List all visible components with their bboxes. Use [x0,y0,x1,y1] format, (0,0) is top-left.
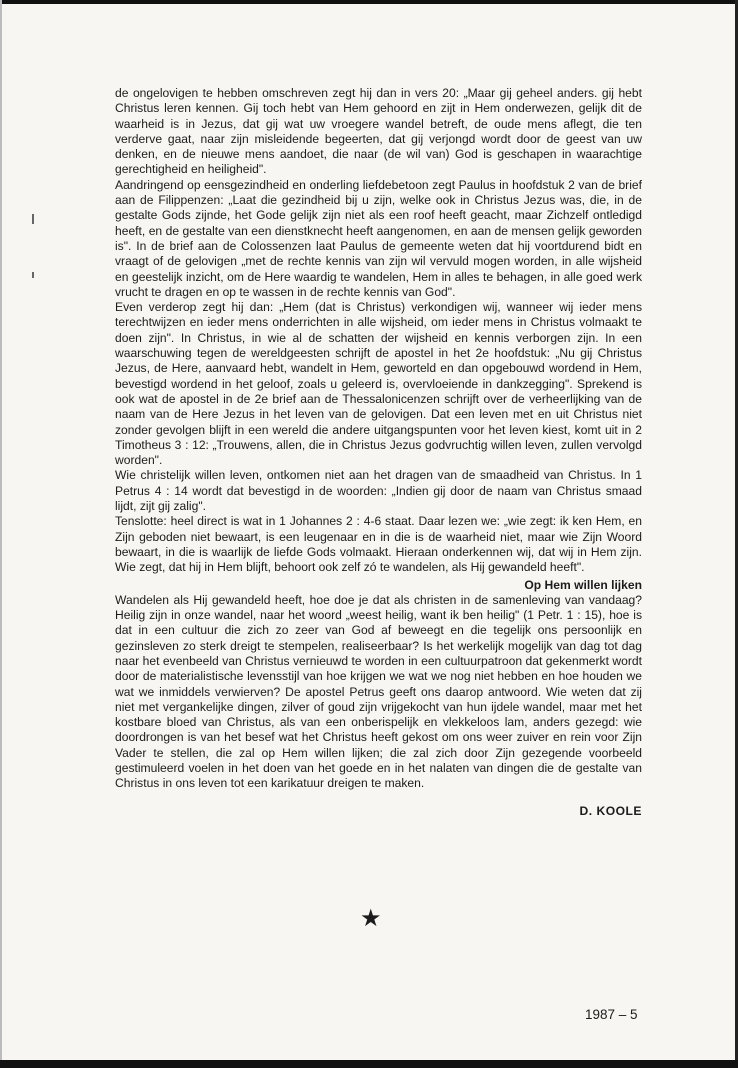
page-number: 1987 – 5 [585,1007,638,1022]
author-signature: D. KOOLE [579,803,642,818]
paragraph: Wandelen als Hij gewandeld heeft, hoe doe je dat als christen in de samenleving van vandaag? Heilig zijn in onze wandel, naar het woord „weest heilig, want ik ben heilig" (1 Petr. 1 : 15), hoe is dat in een cultuur die zich zo zeer van God af beweegt en die tegelijk ons persoonlijk en gezinsleven zo sterk dreigt te stempelen, realiseerbaar? Is het werkelijk mogelijk van dag tot dag naar het evenbeeld van Christus vernieuwd te worden in een cultuurpatroon dat gekenmerkt wordt door de materialistische levensstijl van hoe krijgen we wat we nog niet hebben en hoe houden we wat we inmiddels verwierven? De apostel Petrus geeft ons daarop antwoord. Wie weten dat zij niet met vergankelijke dingen, zilver of goud zijn vrijgekocht van hun ijdele wandel, maar met het kostbare bloed van Christus, als van een onberispelijk en vlekkeloos lam, anders gezegd: wie doordrongen is van het besef wat het Christus heeft gekost om ons weer zuiver en rein voor Zijn Vader te stellen, die zal op Hem willen lijken; die zal zich door Zijn gezegende voorbeeld gestimuleerd voelen in het doen van het goede en in het nalaten van dingen die de gestalte van Christus in ons leven tot een karikatuur dreigen te maken. [115,592,642,791]
article-body [115,86,642,819]
paragraph: Wie christelijk willen leven, ontkomen niet aan het dragen van de smaadheid van Christus. In 1 Petrus 4 : 14 wordt dat bevestigd in de woorden: „Indien gij door de naam van Christus smaad lijdt, zijt gij zalig". [115,468,642,514]
paragraph: Even verderop zegt hij dan: „Hem (dat is Christus) verkondigen wij, wanneer wij ieder mens terechtwijzen en ieder mens onderrichten in alle wijsheid, om ieder mens in Christus volmaakt te doen zijn". In Christus, in wie al de schatten der wijsheid en kennis verborgen zijn. In een waarschuwing tegen de wereldgeesten schrijft de apostel in het 2e hoofdstuk: „Nu gij Christus Jezus, de Here, aanvaard hebt, wandelt in Hem, geworteld en dan opgebouwd wordend in Hem, bevestigd wordend in het geloof, zoals u geleerd is, overvloeiende in dankzegging". Sprekend is ook wat de apostel in de 2e brief aan de Thessalonicenzen schrijft over de verheerlijking van de naam van de Here Jezus in het leven van de gelovigen. Dat een leven met en uit Christus niet zonder gevolgen blijft in een wereld die andere uitgangspunten voor het leven kiest, komt uit in 2 Timotheus 3 : 12: „Trouwens, allen, die in Christus Jezus godvruchtig willen leven, zullen vervolgd worden". [115,300,642,468]
margin-mark [32,272,34,278]
star-icon: ★ [360,905,382,932]
bottom-edge [0,1060,738,1068]
margin-mark [32,214,34,224]
left-edge [0,0,2,1068]
document-page [2,4,736,1062]
paragraph: Tenslotte: heel direct is wat in 1 Johannes 2 : 4-6 staat. Daar lezen we: „wie zegt: ik ken Hem, en Zijn geboden niet bewaart, is een leugenaar en in die is de waarheid niet, maar wie Zijn Woord bewaart, in die is waarlijk de liefde Gods volmaakt. Hieraan onderkennen wij, dat wij in Hem zijn. Wie zegt, dat hij in Hem blijft, behoort ook zelf zó te wandelen, als Hij gewandeld heeft". [115,514,642,575]
section-heading: Op Hem willen lijken [524,577,642,592]
paragraph: de ongelovigen te hebben omschreven zegt hij dan in vers 20: „Maar gij geheel anders. gij hebt Christus leren kennen. Gij toch hebt van Hem gehoord en zijt in Hem onderwezen, gelijk dit de waarheid is in Jezus, dat gij wat uw vroegere wandel betreft, de oude mens aflegt, die ten verderve gaat, naar zijn misleidende begeerten, dat gij verjongd wordt door de geest van uw denken, en de nieuwe mens aandoet, die naar (de wil van) God is geschapen in waarachtige gerechtigheid en heiligheid". [115,86,642,177]
paragraph: Aandringend op eensgezindheid en onderling liefdebetoon zegt Paulus in hoofdstuk 2 van de brief aan de Filippenzen: „Laat die gezindheid bij u zijn, welke ook in Christus Jezus was, die, in de gestalte Gods zijnde, het Gode gelijk zijn niet als een roof heeft geacht, maar Zichzelf ontledigd heeft, en de gestalte van een dienstknecht heeft aangenomen, en aan de mensen gelijk geworden is". In de brief aan de Colossenzen laat Paulus de gemeente weten dat hij voortdurend bidt en vraagt of de gelovigen „met de rechte kennis van zijn wil vervuld mogen worden, in alle wijsheid en geestelijk inzicht, om de Here waardig te wandelen, Hem in alles te behagen, in alle goed werk vrucht te dragen en op te wassen in de rechte kennis van God". [115,177,642,299]
